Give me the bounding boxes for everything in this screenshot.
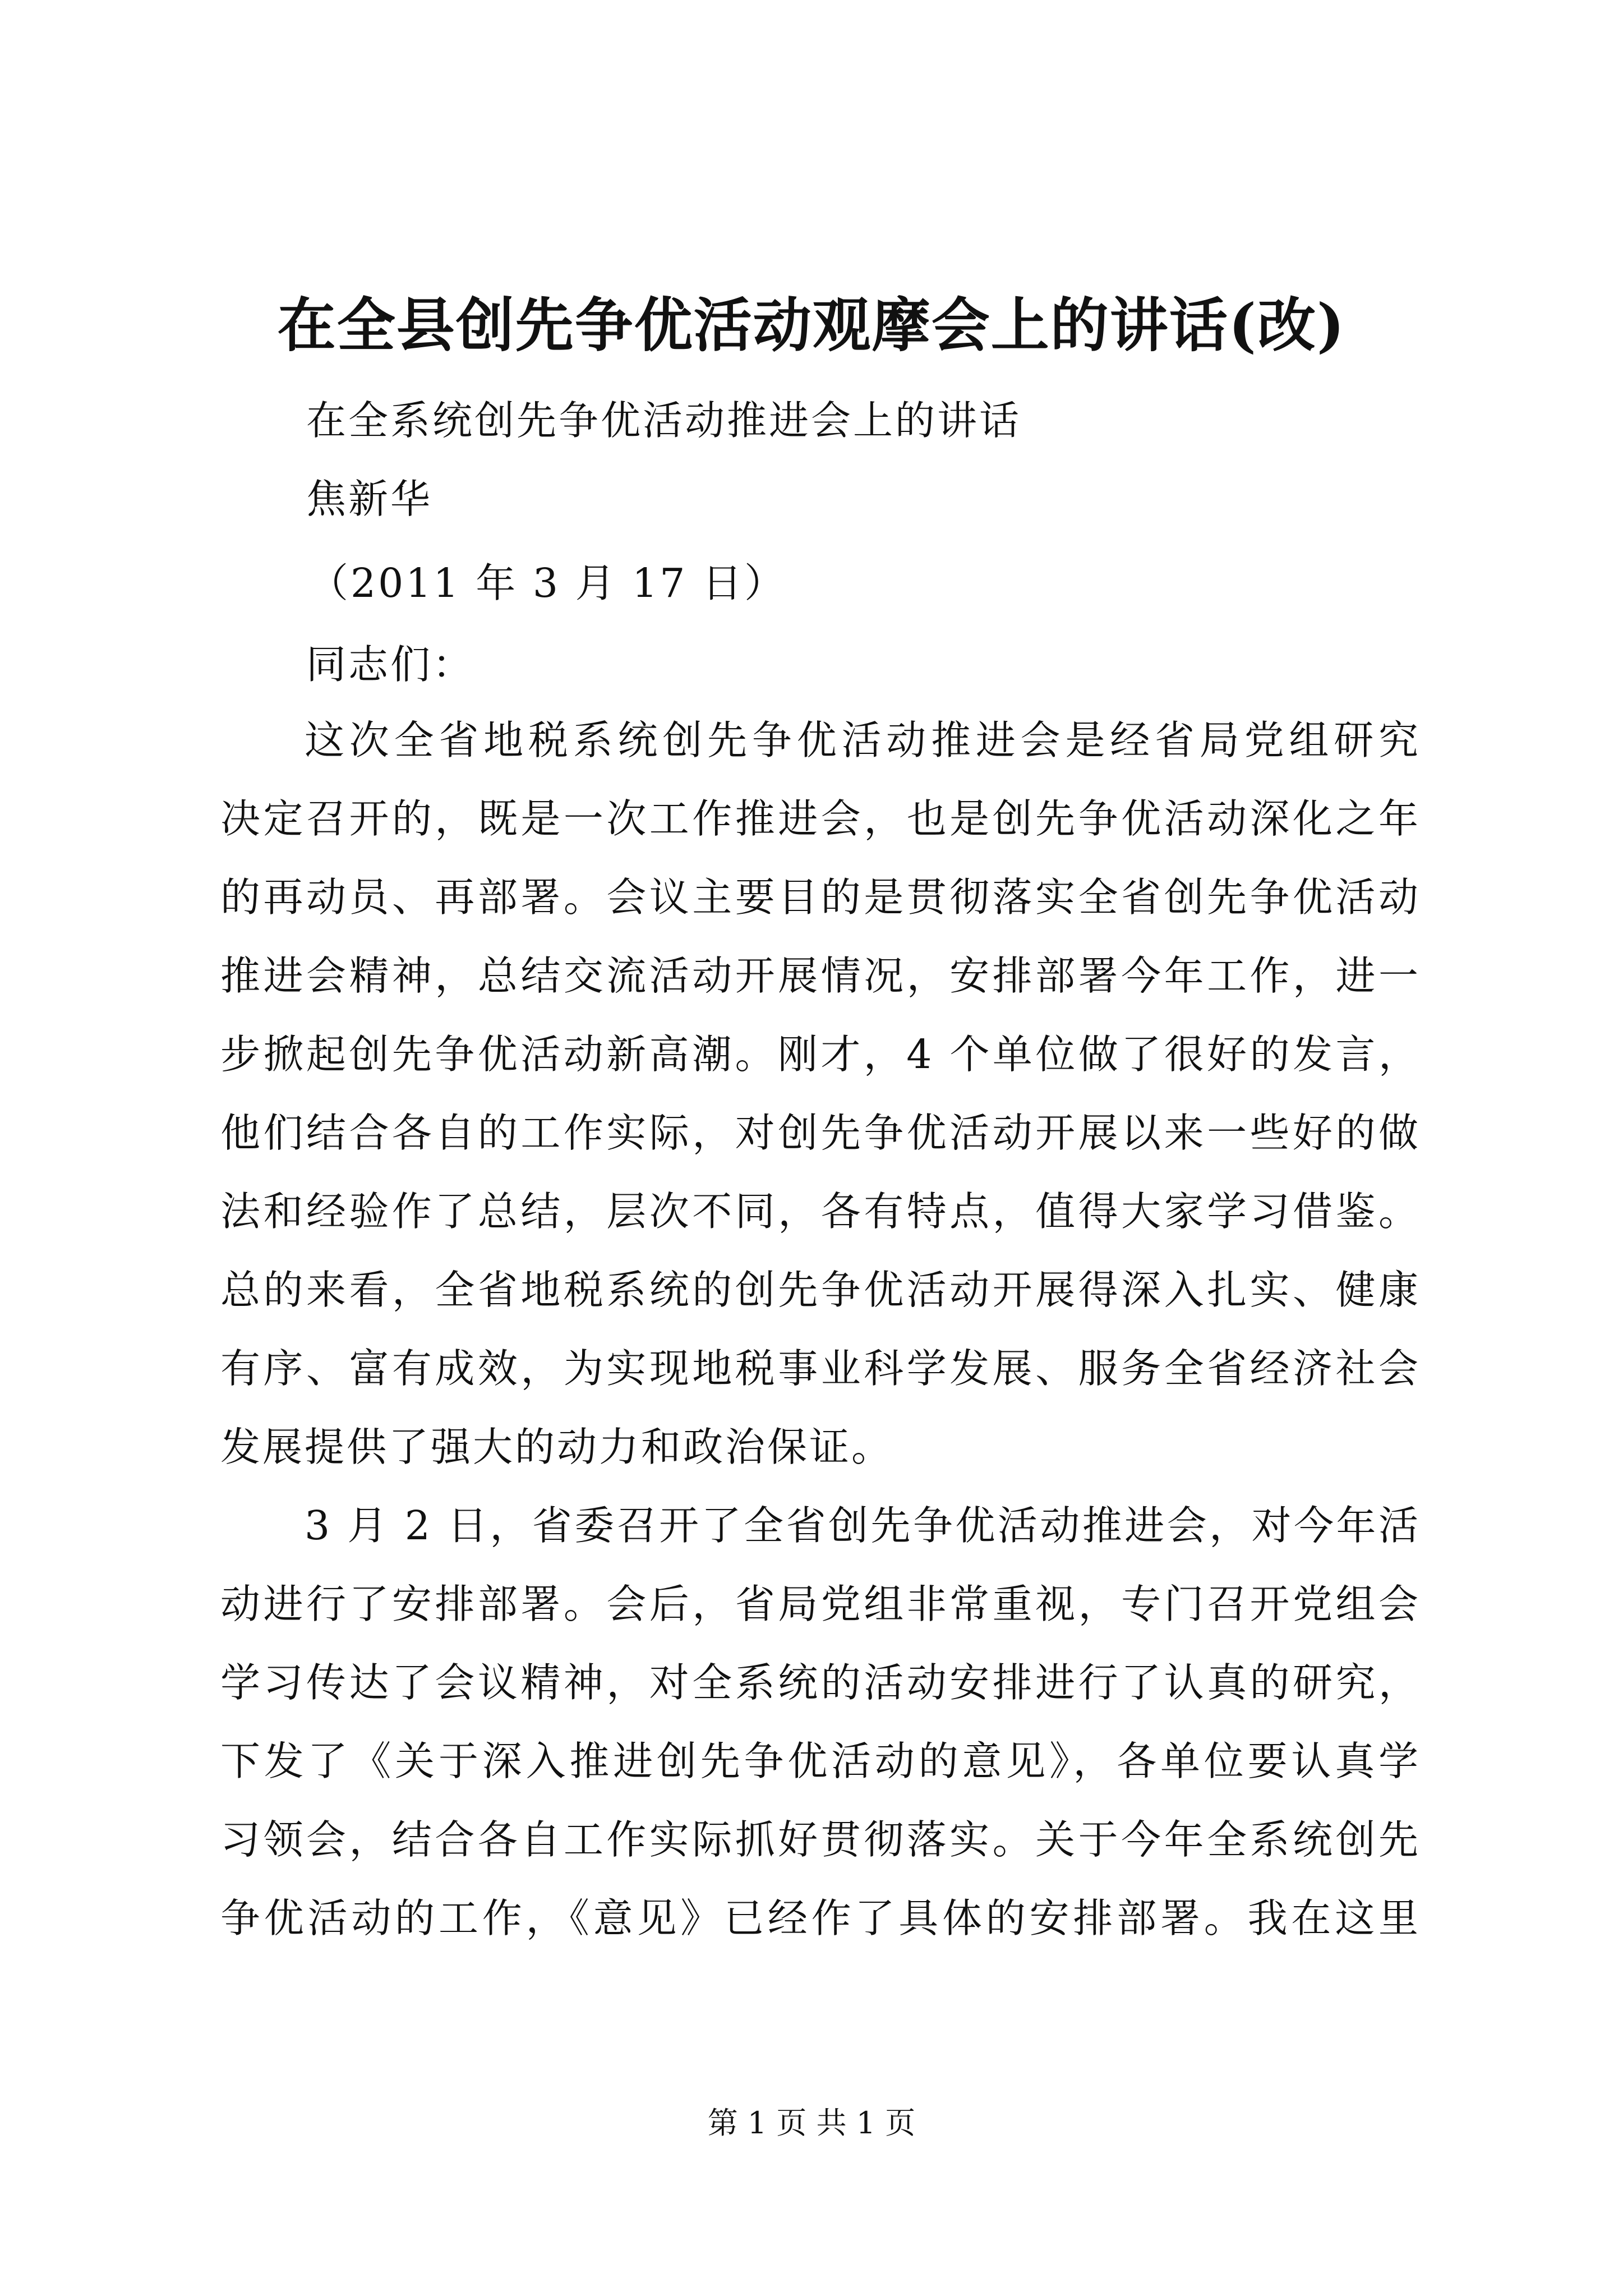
document-date: （2011 年 3 月 17 日） (308, 560, 787, 606)
document-title: 在全县创先争优活动观摩会上的讲话(改) (277, 291, 1346, 360)
paragraph-line: 的再动员、再部署。会议主要目的是贯彻落实全省创先争优活动 (220, 874, 1421, 921)
paragraph-1 (220, 701, 1421, 1487)
paragraph-line: 习领会，结合各自工作实际抓好贯彻落实。关于今年全系统创先 (220, 1816, 1421, 1863)
paragraph-line: 总的来看，全省地税系统的创先争优活动开展得深入扎实、健康 (220, 1267, 1421, 1313)
paragraph-line: 这次全省地税系统创先争优活动推进会是经省局党组研究 (305, 717, 1421, 763)
paragraph-line: 3 月 2 日，省委召开了全省创先争优活动推进会，对今年活 (305, 1502, 1421, 1549)
document-author: 焦新华 (306, 476, 433, 522)
document-greeting: 同志们： (306, 641, 475, 688)
paragraph-line: 法和经验作了总结，层次不同，各有特点，值得大家学习借鉴。 (220, 1188, 1421, 1235)
paragraph-line: 动进行了安排部署。会后，省局党组非常重视，专门召开党组会 (220, 1581, 1421, 1627)
paragraph-line: 发展提供了强大的动力和政治保证。 (220, 1424, 894, 1470)
paragraph-line: 争优活动的工作，《意见》已经作了具体的安排部署。我在这里 (220, 1895, 1421, 1941)
document-subtitle: 在全系统创先争优活动推进会上的讲话 (306, 397, 1022, 444)
paragraph-line: 学习传达了会议精神，对全系统的活动安排进行了认真的研究， (220, 1659, 1421, 1706)
paragraph-line: 决定召开的，既是一次工作推进会，也是创先争优活动深化之年 (220, 795, 1421, 842)
paragraph-2 (220, 1487, 1421, 1958)
paragraph-line: 步掀起创先争优活动新高潮。刚才，4 个单位做了很好的发言， (220, 1031, 1421, 1078)
paragraph-line: 推进会精神，总结交流活动开展情况，安排部署今年工作，进一 (220, 953, 1421, 999)
paragraph-line: 下发了《关于深入推进创先争优活动的意见》，各单位要认真学 (220, 1738, 1421, 1784)
paragraph-line: 有序、富有成效，为实现地税事业科学发展、服务全省经济社会 (220, 1345, 1421, 1392)
paragraph-line: 他们结合各自的工作实际，对创先争优活动开展以来一些好的做 (220, 1110, 1421, 1156)
page-footer: 第 1 页 共 1 页 (707, 2105, 916, 2141)
